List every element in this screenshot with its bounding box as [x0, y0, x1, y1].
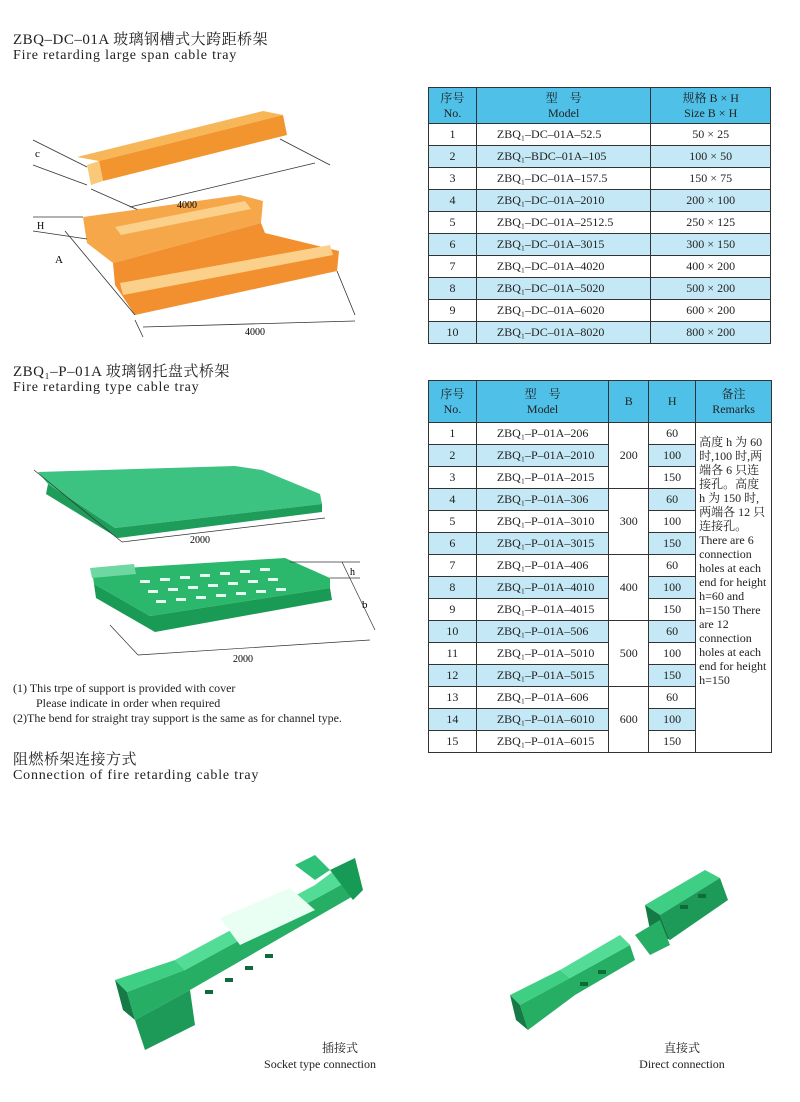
- b-value: 600: [609, 687, 649, 753]
- table-row: 2 ZBQ₁–P–01A–2010 100: [429, 445, 772, 467]
- tray-spec-table: [428, 380, 772, 753]
- table-row: 7 ZBQ₁–P–01A–406 400 60: [429, 555, 772, 577]
- direct-connection-drawing: [510, 850, 740, 1050]
- socket-caption-en: Socket type connection: [264, 1057, 376, 1071]
- socket-connection-drawing: [115, 850, 365, 1060]
- label-b: b: [362, 599, 368, 611]
- b-value: 400: [609, 555, 649, 621]
- remarks-cn: 高度 h 为 60 时,100 时,两端各 6 只连接孔。高度 h 为 150 时,两端各 12 只连接孔。: [699, 435, 766, 533]
- table-row: 15 ZBQ₁–P–01A–6015 150: [429, 731, 772, 753]
- col-header-b: B: [609, 381, 649, 423]
- table-row: 6 ZBQ₁–DC–01A–3015 300 × 150: [429, 234, 771, 256]
- col-header-model: 型 号 Model: [476, 381, 609, 423]
- section2-title-en: Fire retarding type cable tray: [13, 380, 200, 395]
- section1-title-en: Fire retarding large span cable tray: [13, 48, 238, 63]
- note-1: (1) This trpe of support is provided with cover: [13, 681, 236, 695]
- section3-title-en: Connection of fire retarding cable tray: [13, 768, 260, 783]
- table-row: 3 ZBQ₁–DC–01A–157.5 150 × 75: [429, 168, 771, 190]
- direct-caption-en: Direct connection: [639, 1057, 725, 1071]
- large-span-tray-drawing: [25, 105, 365, 345]
- direct-caption-cn: 直接式: [663, 1041, 700, 1055]
- table-row: 1 ZBQ₁–DC–01A–52.5 50 × 25: [429, 124, 771, 146]
- label-h: h: [350, 567, 355, 578]
- label-length-2: 4000: [245, 327, 265, 338]
- table-row: 12 ZBQ₁–P–01A–5015 150: [429, 665, 772, 687]
- col-header-no: 序号 No.: [429, 88, 477, 124]
- label-A: A: [55, 254, 63, 266]
- table-row: 8 ZBQ₁–P–01A–4010 100: [429, 577, 772, 599]
- table-row: 10 ZBQ₁–P–01A–506 500 60: [429, 621, 772, 643]
- b-value: 300: [609, 489, 649, 555]
- large-span-spec-table: [428, 87, 771, 344]
- table-row: 8 ZBQ₁–DC–01A–5020 500 × 200: [429, 278, 771, 300]
- table-row: 5 ZBQ₁–P–01A–3010 100: [429, 511, 772, 533]
- label-c: c: [35, 148, 40, 160]
- label-length-1: 2000: [190, 535, 210, 546]
- col-header-no: 序号 No.: [429, 381, 477, 423]
- table-row: 7 ZBQ₁–DC–01A–4020 400 × 200: [429, 256, 771, 278]
- table-row: 6 ZBQ₁–P–01A–3015 150: [429, 533, 772, 555]
- section2-title-cn: ZBQ₁–P–01A 玻璃钢托盘式桥架: [13, 364, 230, 380]
- label-length-1: 4000: [177, 200, 197, 211]
- table-row: 14 ZBQ₁–P–01A–6010 100: [429, 709, 772, 731]
- b-value: 500: [609, 621, 649, 687]
- col-header-size: 规格 B × H Size B × H: [651, 88, 771, 124]
- table-row: 4 ZBQ₁–DC–01A–2010 200 × 100: [429, 190, 771, 212]
- col-header-h: H: [649, 381, 696, 423]
- table-row: 13 ZBQ₁–P–01A–606 600 60: [429, 687, 772, 709]
- remarks-cell: [696, 423, 772, 753]
- note-2: (2)The bend for straight tray support is the same as for channel type.: [13, 711, 342, 725]
- table-row: 11 ZBQ₁–P–01A–5010 100: [429, 643, 772, 665]
- table-row: 1 ZBQ₁–P–01A–206 200 60 高度 h 为 60 时,100 时,两端各 6 只连接孔。高度 h 为 150 时,两端各 12 只连接孔。 There are 6 connection holes at each end for height h=60 and h=150 There are 12 connection holes at each end for height h=150: [429, 423, 772, 445]
- col-header-model: 型 号 Model: [476, 88, 651, 124]
- table-row: 2 ZBQ₁–BDC–01A–105 100 × 50: [429, 146, 771, 168]
- section3-title-cn: 阻燃桥架连接方式: [13, 752, 138, 768]
- table-row: 5 ZBQ₁–DC–01A–2512.5 250 × 125: [429, 212, 771, 234]
- table-row: 3 ZBQ₁–P–01A–2015 150: [429, 467, 772, 489]
- tray-type-drawing: [30, 450, 390, 670]
- table-row: 9 ZBQ₁–DC–01A–6020 600 × 200: [429, 300, 771, 322]
- note-1-continued: Please indicate in order when required: [36, 696, 221, 710]
- label-length-2: 2000: [233, 654, 253, 665]
- section1-title-cn: ZBQ–DC–01A 玻璃钢槽式大跨距桥架: [13, 32, 269, 48]
- table-row: 9 ZBQ₁–P–01A–4015 150: [429, 599, 772, 621]
- label-H: H: [37, 221, 45, 232]
- table-row: 4 ZBQ₁–P–01A–306 300 60: [429, 489, 772, 511]
- table-row: 10 ZBQ₁–DC–01A–8020 800 × 200: [429, 322, 771, 344]
- socket-caption-cn: 插接式: [321, 1041, 358, 1055]
- col-header-remarks: 备注 Remarks: [696, 381, 772, 423]
- remarks-en: There are 6 connection holes at each end for height h=60 and h=150 There are 12 connection holes at each end for height h=150: [699, 533, 767, 687]
- b-value: 200: [609, 423, 649, 489]
